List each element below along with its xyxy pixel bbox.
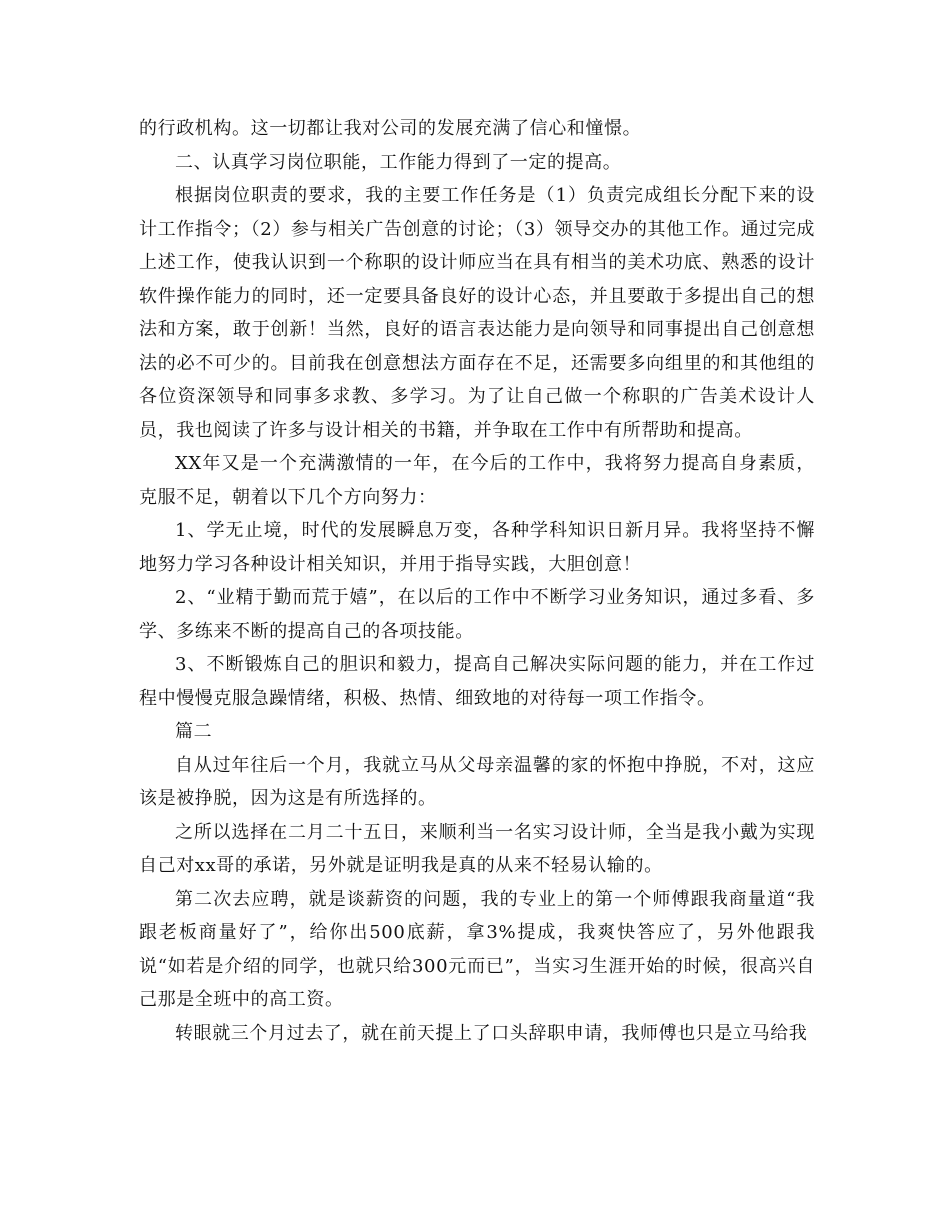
paragraph-job-duties: 根据岗位职责的要求，我的主要工作任务是（1）负责完成组长分配下来的设计工作指令；（2）参与相关广告创意的讨论；（3）领导交办的其他工作。通过完成上述工作，使我认识到一个称职的设计师应当在具有相当的美术功底、熟悉的设计软件操作能力的同时，还一定要具备良好的设计心态，并且要敢于多提出自己的想法和方案，敢于创新！当然，良好的语言表达能力是向领导和同事提出自己创意想法的必不可少的。目前我在创意想法方面存在不足，还需要多向组里的和其他组的各位资深领导和同事多求教、多学习。为了让自己做一个称职的广告美术设计人员，我也阅读了许多与设计相关的书籍，并争取在工作中有所帮助和提高。 [139, 185, 815, 441]
paragraph-internship-choice: 之所以选择在二月二十五日，来顺利当一名实习设计师，全当是我小戴为实现自己对xx哥的承诺，另外就是证明我是真的从来不轻易认输的。 [139, 821, 815, 876]
document-body [139, 112, 815, 1050]
paragraph-continuation: 的行政机构。这一切都让我对公司的发展充满了信心和憧憬。 [139, 118, 642, 139]
section-heading-2: 二、认真学习岗位职能，工作能力得到了一定的提高。 [175, 151, 622, 173]
paragraph-three-months: 转眼就三个月过去了，就在前天提上了口头辞职申请，我师傅也只是立马给我 [175, 1022, 808, 1044]
part-two-heading: 篇二 [175, 721, 213, 742]
paragraph-salary-talk: 第二次去应聘，就是谈薪资的问题，我的专业上的第一个师傅跟我商量道“我跟老板商量好了”，给你出500底薪，拿3%提成，我爽快答应了，另外他跟我说“如若是介绍的同学，也就只给300元而已”，当实习生涯开始的时候，很高兴自己那是全班中的高工资。 [139, 888, 815, 1010]
paragraph-leaving-home: 自从过年往后一个月，我就立马从父母亲温馨的家的怀抱中挣脱，不对，这应该是被挣脱，因为这是有所选择的。 [139, 754, 815, 809]
goal-item-2: 2、“业精于勤而荒于嬉”，在以后的工作中不断学习业务知识，通过多看、多学、多练来不断的提高自己的各项技能。 [139, 587, 815, 642]
goal-item-1: 1、学无止境，时代的发展瞬息万变，各种学科知识日新月异。我将坚持不懈地努力学习各种设计相关知识，并用于指导实践，大胆创意！ [139, 520, 815, 575]
goal-item-3: 3、不断锻炼自己的胆识和毅力，提高自己解决实际问题的能力，并在工作过程中慢慢克服急躁情绪，积极、热情、细致地的对待每一项工作指令。 [139, 654, 815, 709]
paragraph-new-year-goals: XX年又是一个充满激情的一年，在今后的工作中，我将努力提高自身素质，克服不足，朝着以下几个方向努力： [139, 453, 815, 508]
